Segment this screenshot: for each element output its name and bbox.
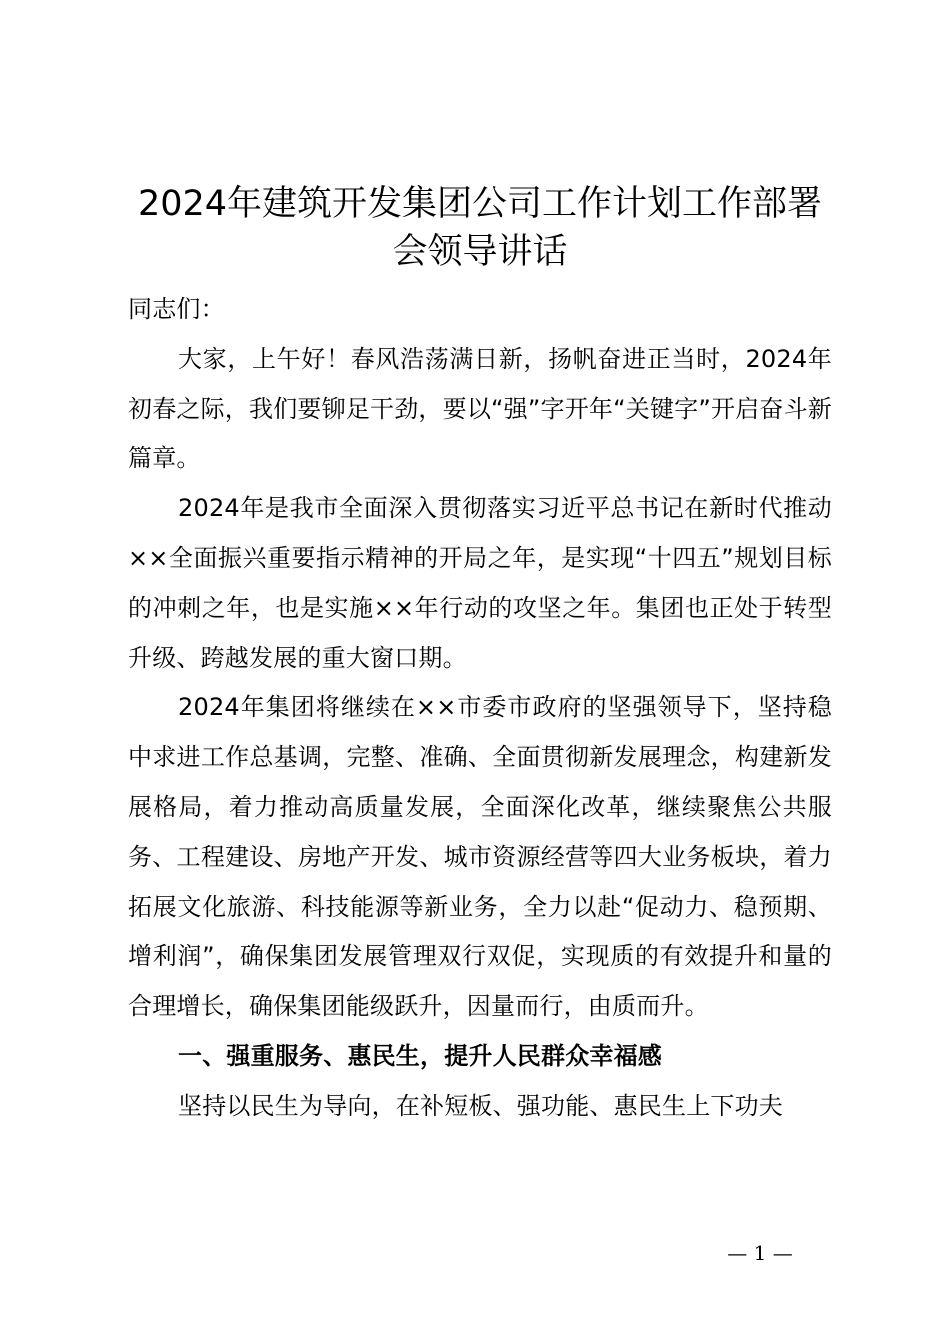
page-number: — 1 — <box>727 1241 793 1265</box>
document-body <box>128 285 832 1132</box>
section-heading-1: 一、强重服务、惠民生，提升人民群众幸福感 <box>178 1041 662 1070</box>
document-title <box>90 180 870 276</box>
paragraph-context: 2024年是我市全面深入贯彻落实习近平总书记在新时代推动××全面振兴重要指示精神的开局之年，是实现“十四五”规划目标的冲刺之年，也是实施××年行动的攻坚之年。集团也正处于转型升级、跨越发展的重大窗口期。 <box>128 494 832 672</box>
paragraph-section-1: 坚持以民生为导向，在补短板、强功能、惠民生上下功夫 <box>178 1091 783 1120</box>
title-line-2: 会领导讲话 <box>392 232 568 272</box>
paragraph-goals: 2024年集团将继续在××市委市政府的坚强领导下，坚持稳中求进工作总基调，完整、准确、全面贯彻新发展理念，构建新发展格局，着力推动高质量发展，全面深化改革，继续聚焦公共服务、工程建设、房地产开发、城市资源经营等四大业务板块，着力拓展文化旅游、科技能源等新业务，全力以赴“促动力、稳预期、增利润”，确保集团发展管理双行双促，实现质的有效提升和量的合理增长，确保集团能级跃升，因量而行，由质而升。 <box>128 693 832 1021</box>
salutation: 同志们： <box>128 295 225 323</box>
title-line-1: 2024年建筑开发集团公司工作计划工作部署 <box>137 184 823 224</box>
paragraph-greeting: 大家，上午好！春风浩荡满日新，扬帆奋进正当时，2024年初春之际，我们要铆足干劲，要以“强”字开年“关键字”开启奋斗新篇章。 <box>128 344 832 473</box>
